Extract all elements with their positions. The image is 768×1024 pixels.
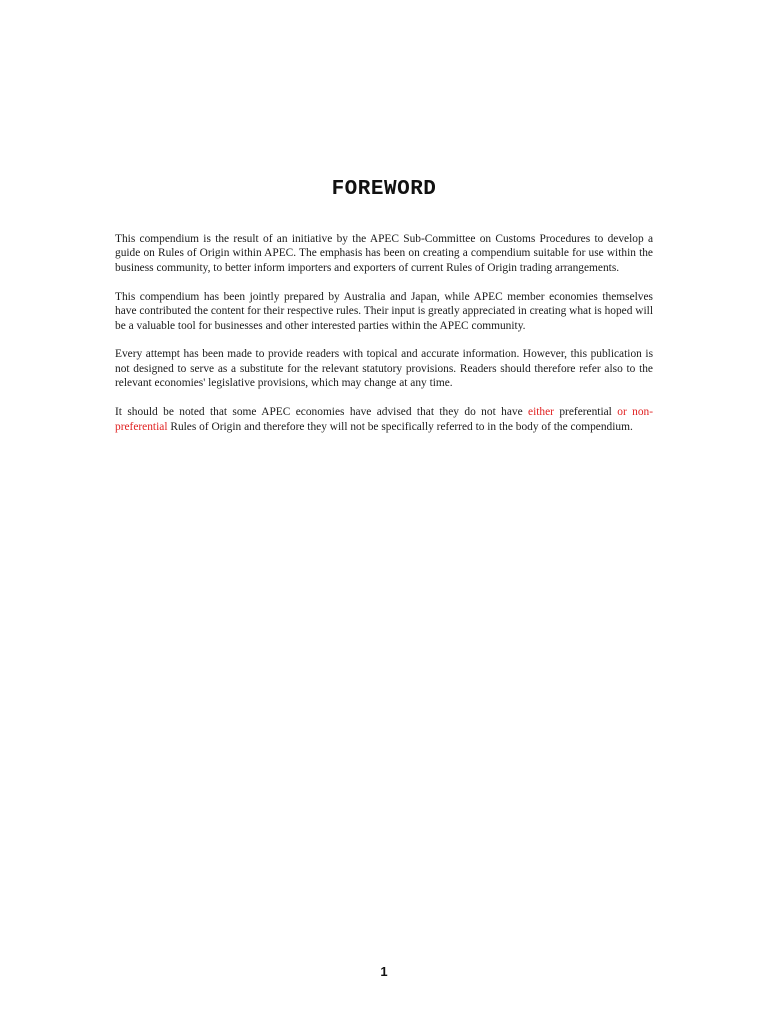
paragraph-disclaimer: Every attempt has been made to provide readers with topical and accurate information. However, this publication is not designed to serve as a substitute for the relevant statutory provisions. Readers should therefore refer also to the relevant economies' legislative provisions, which may change at any time. bbox=[115, 348, 653, 390]
page-title: FOREWORD bbox=[331, 178, 437, 201]
note-highlight-non-preferential: or non-preferential bbox=[115, 406, 654, 433]
note-highlight-either: either bbox=[528, 406, 554, 419]
paragraph-note bbox=[115, 405, 653, 434]
foreword-body bbox=[115, 232, 653, 448]
page-number: 1 bbox=[380, 964, 388, 979]
note-text-2: preferential bbox=[553, 406, 618, 419]
note-text-1: It should be noted that some APEC economies have advised that they do not have bbox=[115, 406, 529, 419]
note-text-3: Rules of Origin and therefore they will not be specifically referred to in the body of the compendium. bbox=[167, 420, 633, 433]
paragraph-initiative: This compendium is the result of an initiative by the APEC Sub-Committee on Customs Procedures to develop a guide on Rules of Origin within APEC. The emphasis has been on creating a compendium suitable for use within the business community, to better inform importers and exporters of current Rules of Origin trading arrangements. bbox=[115, 233, 653, 274]
paragraph-preparation: This compendium has been jointly prepared by Australia and Japan, while APEC member economies themselves have contributed the content for their respective rules. Their input is greatly appreciated in creating what is hoped will be a valuable tool for businesses and other interested parties within the APEC community. bbox=[115, 290, 653, 332]
